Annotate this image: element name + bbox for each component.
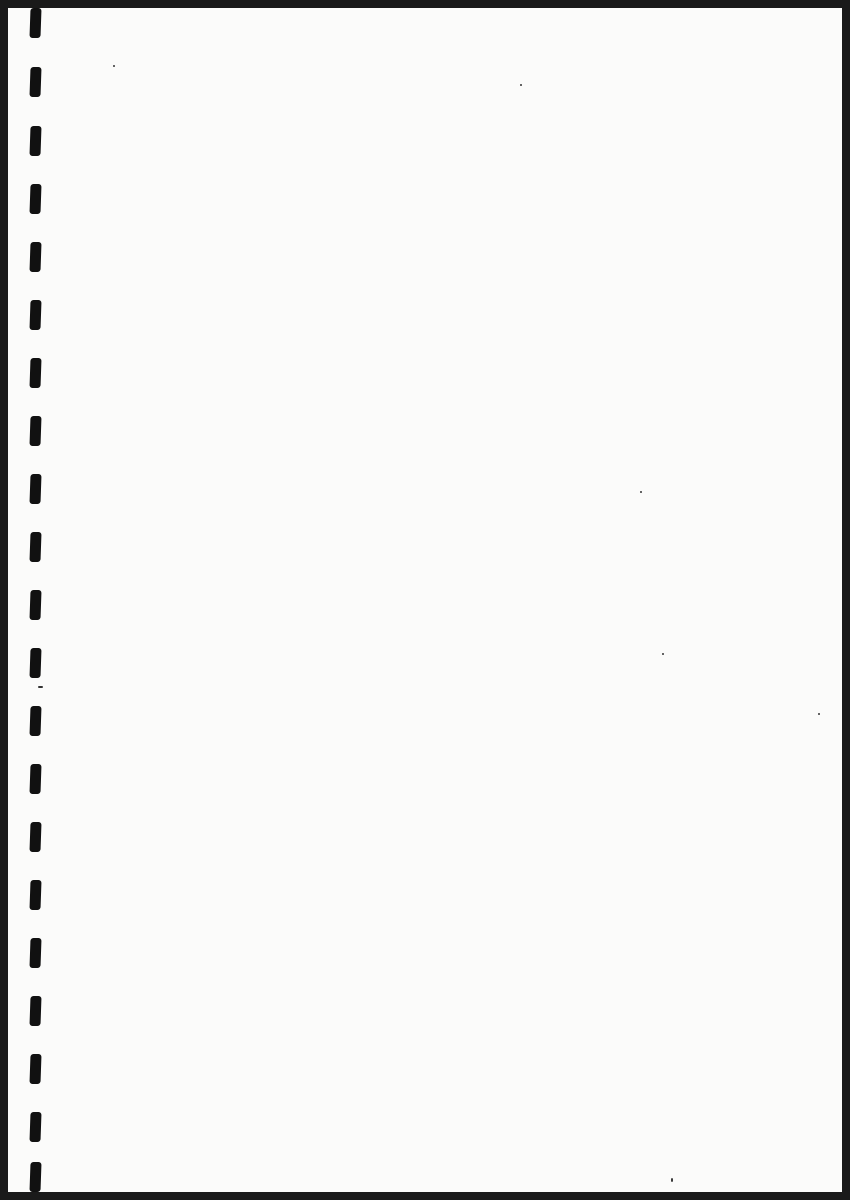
document-body	[132, 159, 822, 204]
binding-hole	[29, 242, 41, 272]
binding-hole	[29, 880, 41, 910]
binding-hole	[29, 67, 41, 97]
binding-hole	[29, 996, 41, 1026]
binding-hole	[29, 1162, 41, 1192]
binding-hole	[29, 1112, 41, 1142]
binding-hole	[29, 474, 41, 504]
binding-hole	[29, 938, 41, 968]
binding-hole	[29, 532, 41, 562]
binding-hole	[29, 648, 41, 678]
binding-hole	[29, 184, 41, 214]
binding-hole	[29, 822, 41, 852]
binding-hole	[29, 300, 41, 330]
scan-speck	[520, 84, 522, 86]
binding-hole	[29, 126, 41, 156]
binding-hole	[29, 1054, 41, 1084]
binding-hole	[29, 8, 41, 38]
scan-speck	[38, 686, 43, 688]
scan-speck	[640, 491, 642, 493]
scan-speck	[662, 653, 664, 655]
binding-hole	[29, 590, 41, 620]
binding-hole	[29, 416, 41, 446]
binding-hole	[29, 764, 41, 794]
binding-hole	[29, 706, 41, 736]
scan-speck	[113, 65, 115, 67]
scan-speck	[671, 1178, 673, 1182]
binding-hole	[29, 358, 41, 388]
document-page	[8, 8, 842, 1192]
scan-speck	[818, 713, 820, 715]
